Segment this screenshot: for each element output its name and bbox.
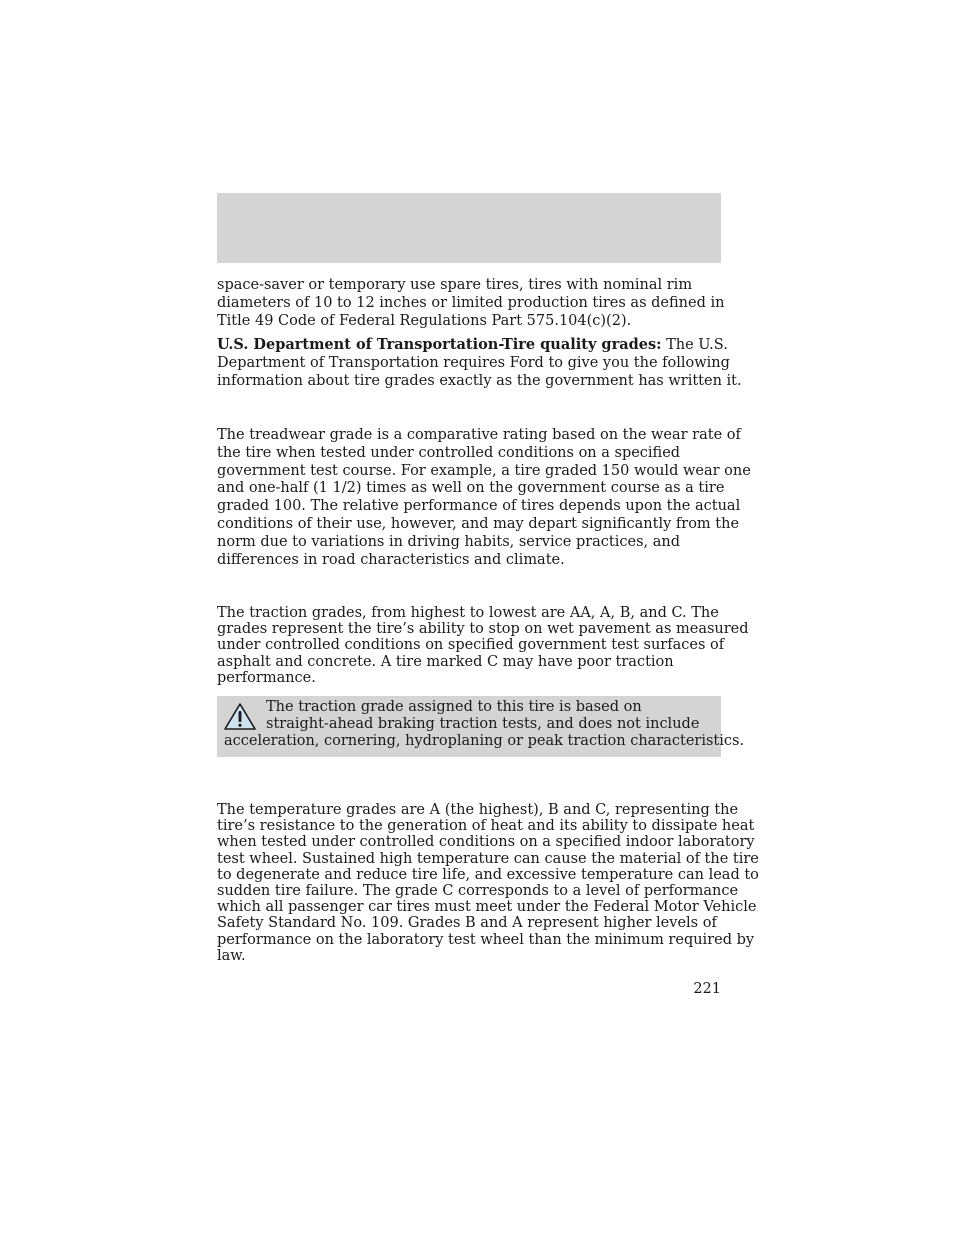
text-line: acceleration, cornering, hydroplaning or peak traction characteristics. [224,733,745,749]
text-line: performance. [217,669,316,686]
text-line: grades represent the tire’s ability to stop on wet pavement as measured [217,621,749,638]
text-line: Title 49 Code of Federal Regulations Part 575.104(c)(2). [217,312,632,329]
text-line: asphalt and concrete. A tire marked C may have poor traction [217,653,674,670]
text-line: government test course. For example, a tire graded 150 would wear one [217,462,751,479]
text-line: The traction grades, from highest to lowest are AA, A, B, and C. The [217,605,719,621]
text-line: conditions of their use, however, and may depart significantly from the [217,515,740,532]
warning-text [217,699,745,750]
text-line: which all passenger car tires must meet under the Federal Motor Vehicle [217,899,757,916]
warning-box [217,696,745,757]
dot-paragraph [217,336,742,390]
text-line: norm due to variations in driving habits, service practices, and [217,533,681,550]
text-line: space-saver or temporary use spare tires, tires with nominal rim [217,277,693,293]
text-line: to degenerate and reduce tire life, and excessive temperature can lead to [217,866,759,883]
temperature-paragraph [217,802,759,964]
text-line: sudden tire failure. The grade C corresponds to a level of performance [217,883,739,900]
text-line: the tire when tested under controlled conditions on a specified [217,444,681,461]
dot-intro-text: The U.S. [661,337,728,353]
text-line: Department of Transportation requires Ford to give you the following [217,354,730,371]
text-line: under controlled conditions on specified government test surfaces of [217,637,725,654]
traction-paragraph [217,605,749,686]
text-line: Safety Standard No. 109. Grades B and A represent higher levels of [217,915,717,932]
text-line: and one-half (1 1/2) times as well on the government course as a tire [217,480,725,497]
text-line: when tested under controlled conditions on a specified indoor laboratory [217,834,755,851]
page-number: 221 [693,981,721,997]
text-line: test wheel. Sustained high temperature can cause the material of the tire [217,850,759,867]
text-line [217,336,728,355]
header-band [217,193,721,263]
text-line: information about tire grades exactly as the government has written it. [217,372,742,389]
intro-paragraph [217,277,725,330]
text-line: The temperature grades are A (the highest), B and C, representing the [217,802,739,818]
dot-heading: U.S. Department of Transportation-Tire quality grades: [217,336,662,353]
treadwear-paragraph [217,427,751,569]
text-line: law. [217,947,246,964]
text-line: performance on the laboratory test wheel than the minimum required by [217,931,755,948]
text-line: tire’s resistance to the generation of heat and its ability to dissipate heat [217,818,755,835]
text-line: diameters of 10 to 12 inches or limited production tires as defined in [217,294,725,311]
text-line: graded 100. The relative performance of tires depends upon the actual [217,498,741,515]
text-line: The treadwear grade is a comparative rating based on the wear rate of [217,427,741,443]
text-line: differences in road characteristics and climate. [217,551,565,568]
text-line: The traction grade assigned to this tire is based on [266,699,642,715]
text-line: straight-ahead braking traction tests, and does not include [266,716,700,732]
